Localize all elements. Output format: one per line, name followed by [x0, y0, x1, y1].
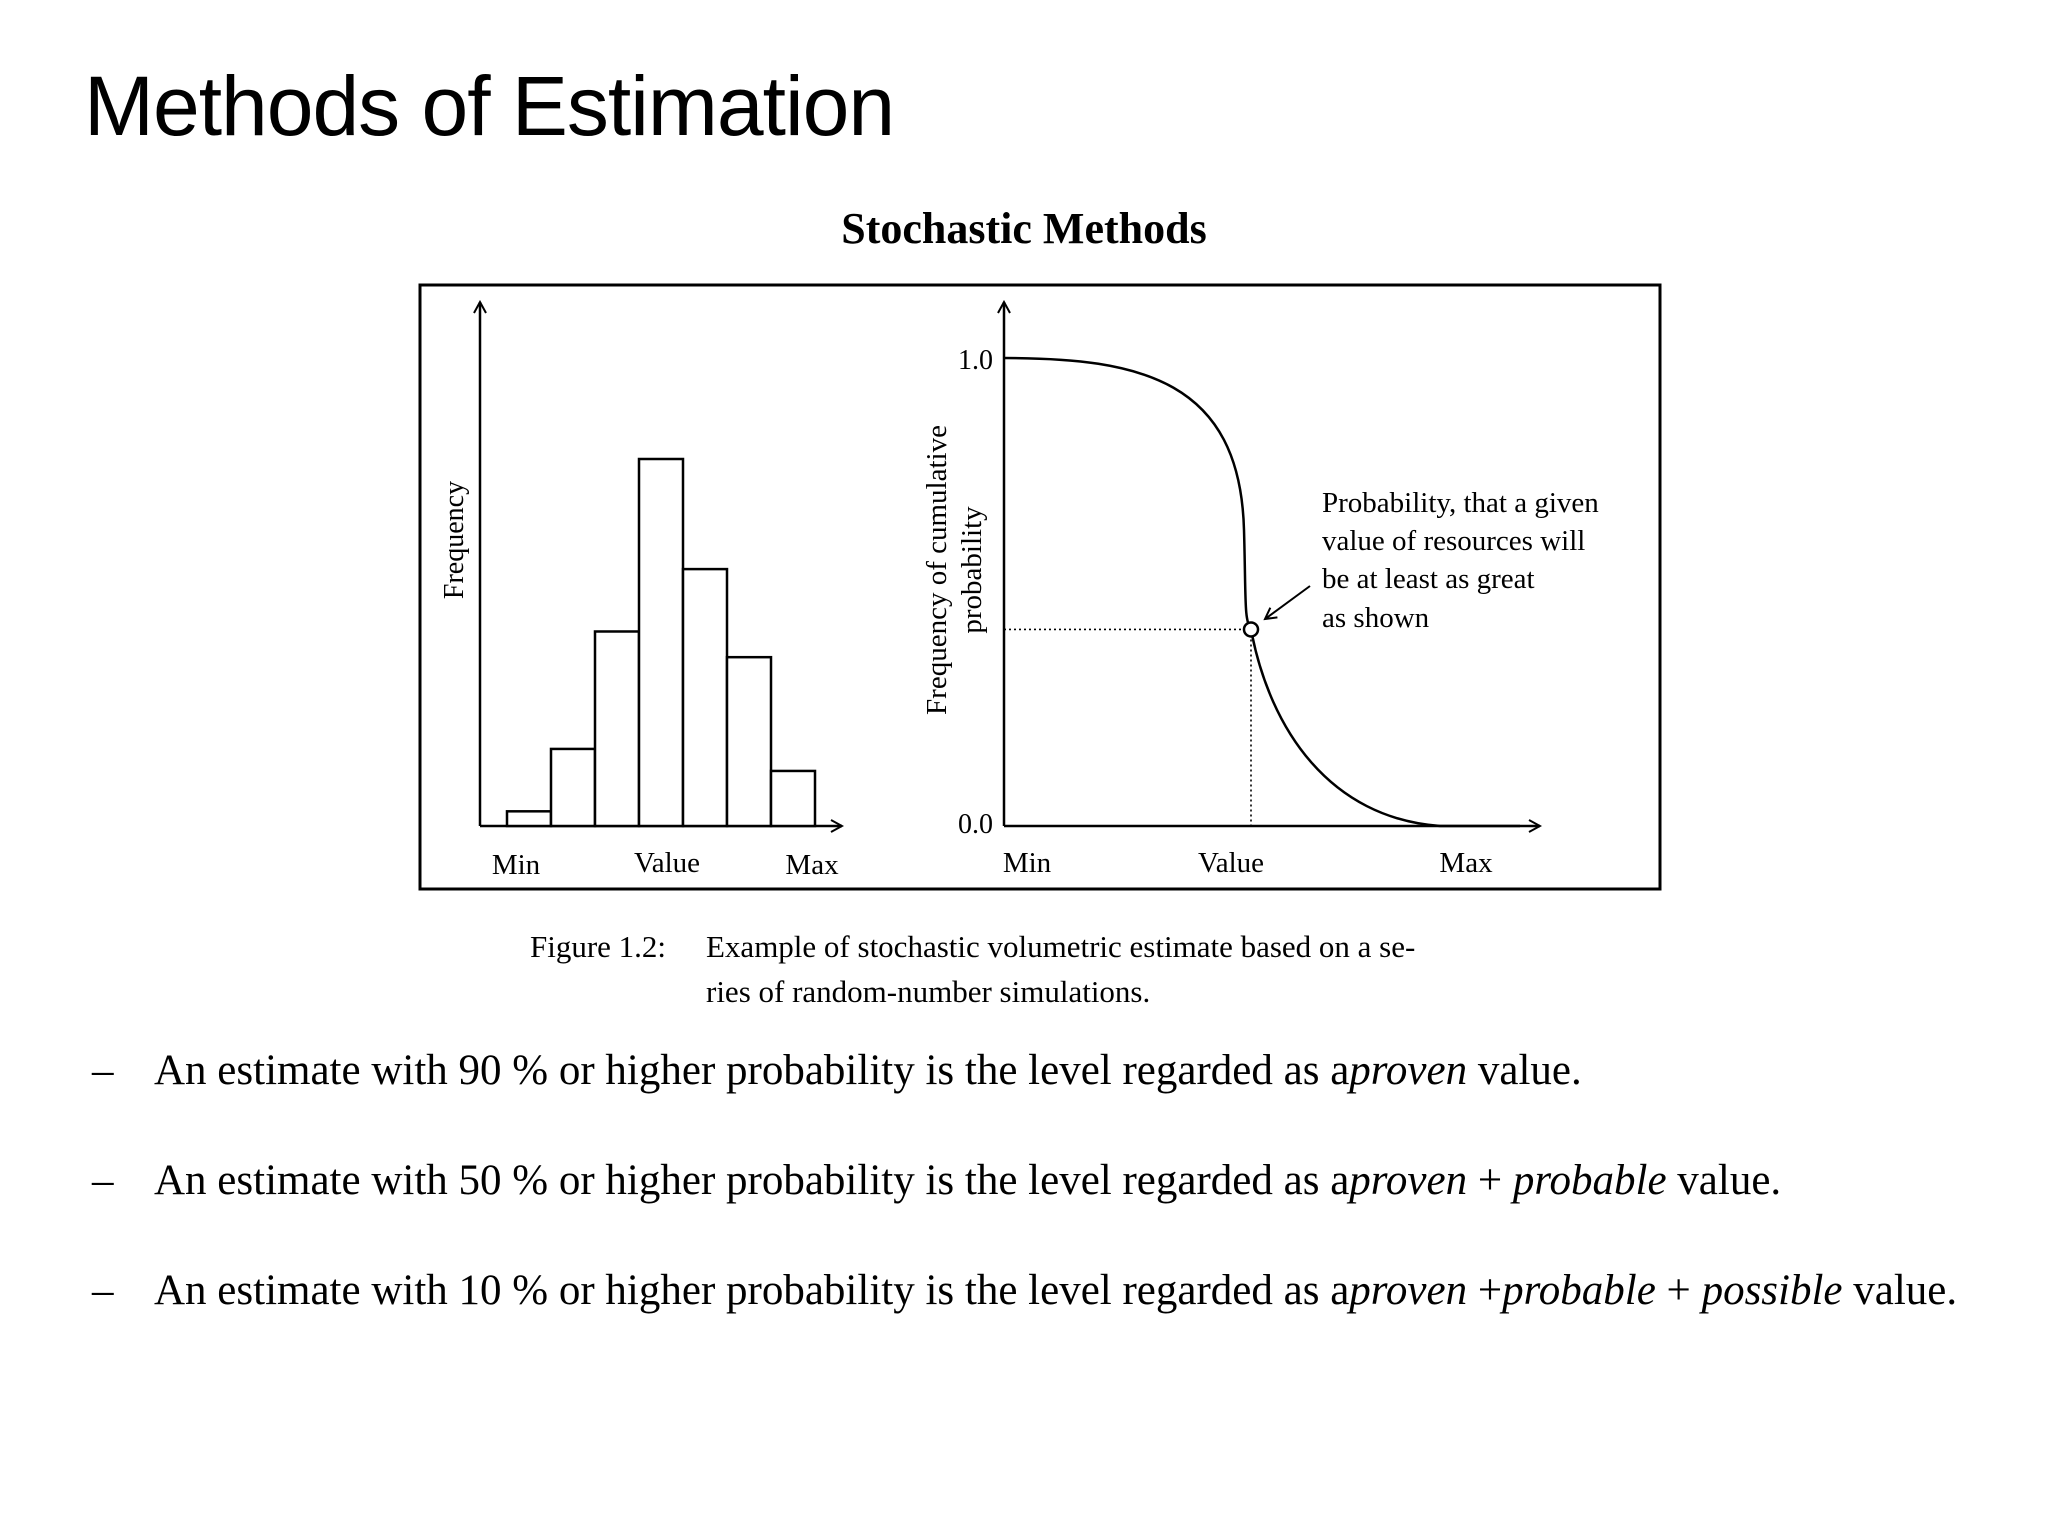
cumulative-x-tick-max: Max: [1439, 847, 1493, 879]
caption-label: Figure 1.2:: [530, 929, 667, 964]
bullet-dash: –: [92, 1047, 114, 1094]
histogram-bar: [551, 749, 595, 826]
bullet-text: value.: [1666, 1157, 1782, 1204]
histogram-x-tick-value: Value: [633, 847, 701, 879]
bullet-emphasis: probable: [1512, 1157, 1667, 1204]
histogram-bar: [727, 657, 771, 826]
annotation-line-4: as shown: [1322, 602, 1430, 634]
cumulative-x-tick-min: Min: [1002, 847, 1052, 879]
bullet-emphasis: probable: [1502, 1267, 1656, 1314]
histogram-bars: [507, 459, 815, 826]
marked-point: [1244, 622, 1258, 636]
histogram-x-tick-max: Max: [785, 849, 839, 881]
figure-caption: [530, 924, 1600, 1014]
bullet-text: +: [1655, 1267, 1702, 1314]
bullet-text: An estimate with 10 % or higher probability is the level regarded as a: [154, 1267, 1350, 1314]
bullet-emphasis: possible: [1701, 1267, 1843, 1314]
bullet-emphasis: proven: [1349, 1047, 1468, 1094]
bullet-dash: –: [92, 1157, 114, 1204]
bullet-text: value.: [1842, 1267, 1958, 1314]
bullet-item: [92, 1260, 1992, 1322]
histogram-bar: [771, 771, 815, 826]
histogram-bar: [595, 631, 639, 826]
caption-line-2: ries of random-number simulations.: [706, 974, 1151, 1009]
slide-title: Methods of Estimation: [84, 59, 895, 153]
bullet-text: +: [1467, 1157, 1513, 1204]
histogram-bar: [507, 811, 551, 826]
bullet-text: An estimate with 50 % or higher probability is the level regarded as a: [154, 1157, 1350, 1204]
bullet-item: [92, 1040, 1992, 1102]
cumulative-y-tick-1: 1.0: [958, 345, 993, 376]
cumulative-x-tick-value: Value: [1197, 847, 1265, 879]
annotation-arrow: [1265, 586, 1310, 619]
bullet-emphasis: proven: [1349, 1267, 1468, 1314]
bullet-text: An estimate with 90 % or higher probability is the level regarded as a: [154, 1047, 1350, 1094]
annotation-line-2: value of resources will: [1322, 525, 1586, 557]
bullet-text: value.: [1467, 1047, 1582, 1094]
histogram-bar: [639, 459, 683, 826]
histogram-y-label: Frequency: [439, 480, 470, 600]
annotation-text: [1322, 487, 1599, 634]
annotation-line-3: be at least as great: [1322, 563, 1535, 595]
cumulative-panel: [921, 302, 1599, 879]
figure-heading: Stochastic Methods: [841, 204, 1207, 253]
cumulative-y-label-line-2: probability: [956, 506, 988, 634]
bullet-dash: –: [92, 1267, 114, 1314]
histogram-panel: [439, 302, 842, 881]
caption-line-1: Example of stochastic volumetric estimate based on a se-: [706, 929, 1416, 964]
cumulative-y-label-line-1: Frequency of cumulative: [921, 425, 953, 715]
bullet-text: +: [1467, 1267, 1503, 1314]
histogram-bar: [683, 569, 727, 826]
bullet-emphasis: proven: [1349, 1157, 1468, 1204]
cumulative-y-tick-0: 0.0: [958, 809, 993, 840]
histogram-x-tick-min: Min: [491, 849, 541, 881]
annotation-line-1: Probability, that a given: [1322, 487, 1599, 519]
bullet-item: [92, 1150, 1992, 1212]
bullet-list: [92, 1040, 1992, 1370]
